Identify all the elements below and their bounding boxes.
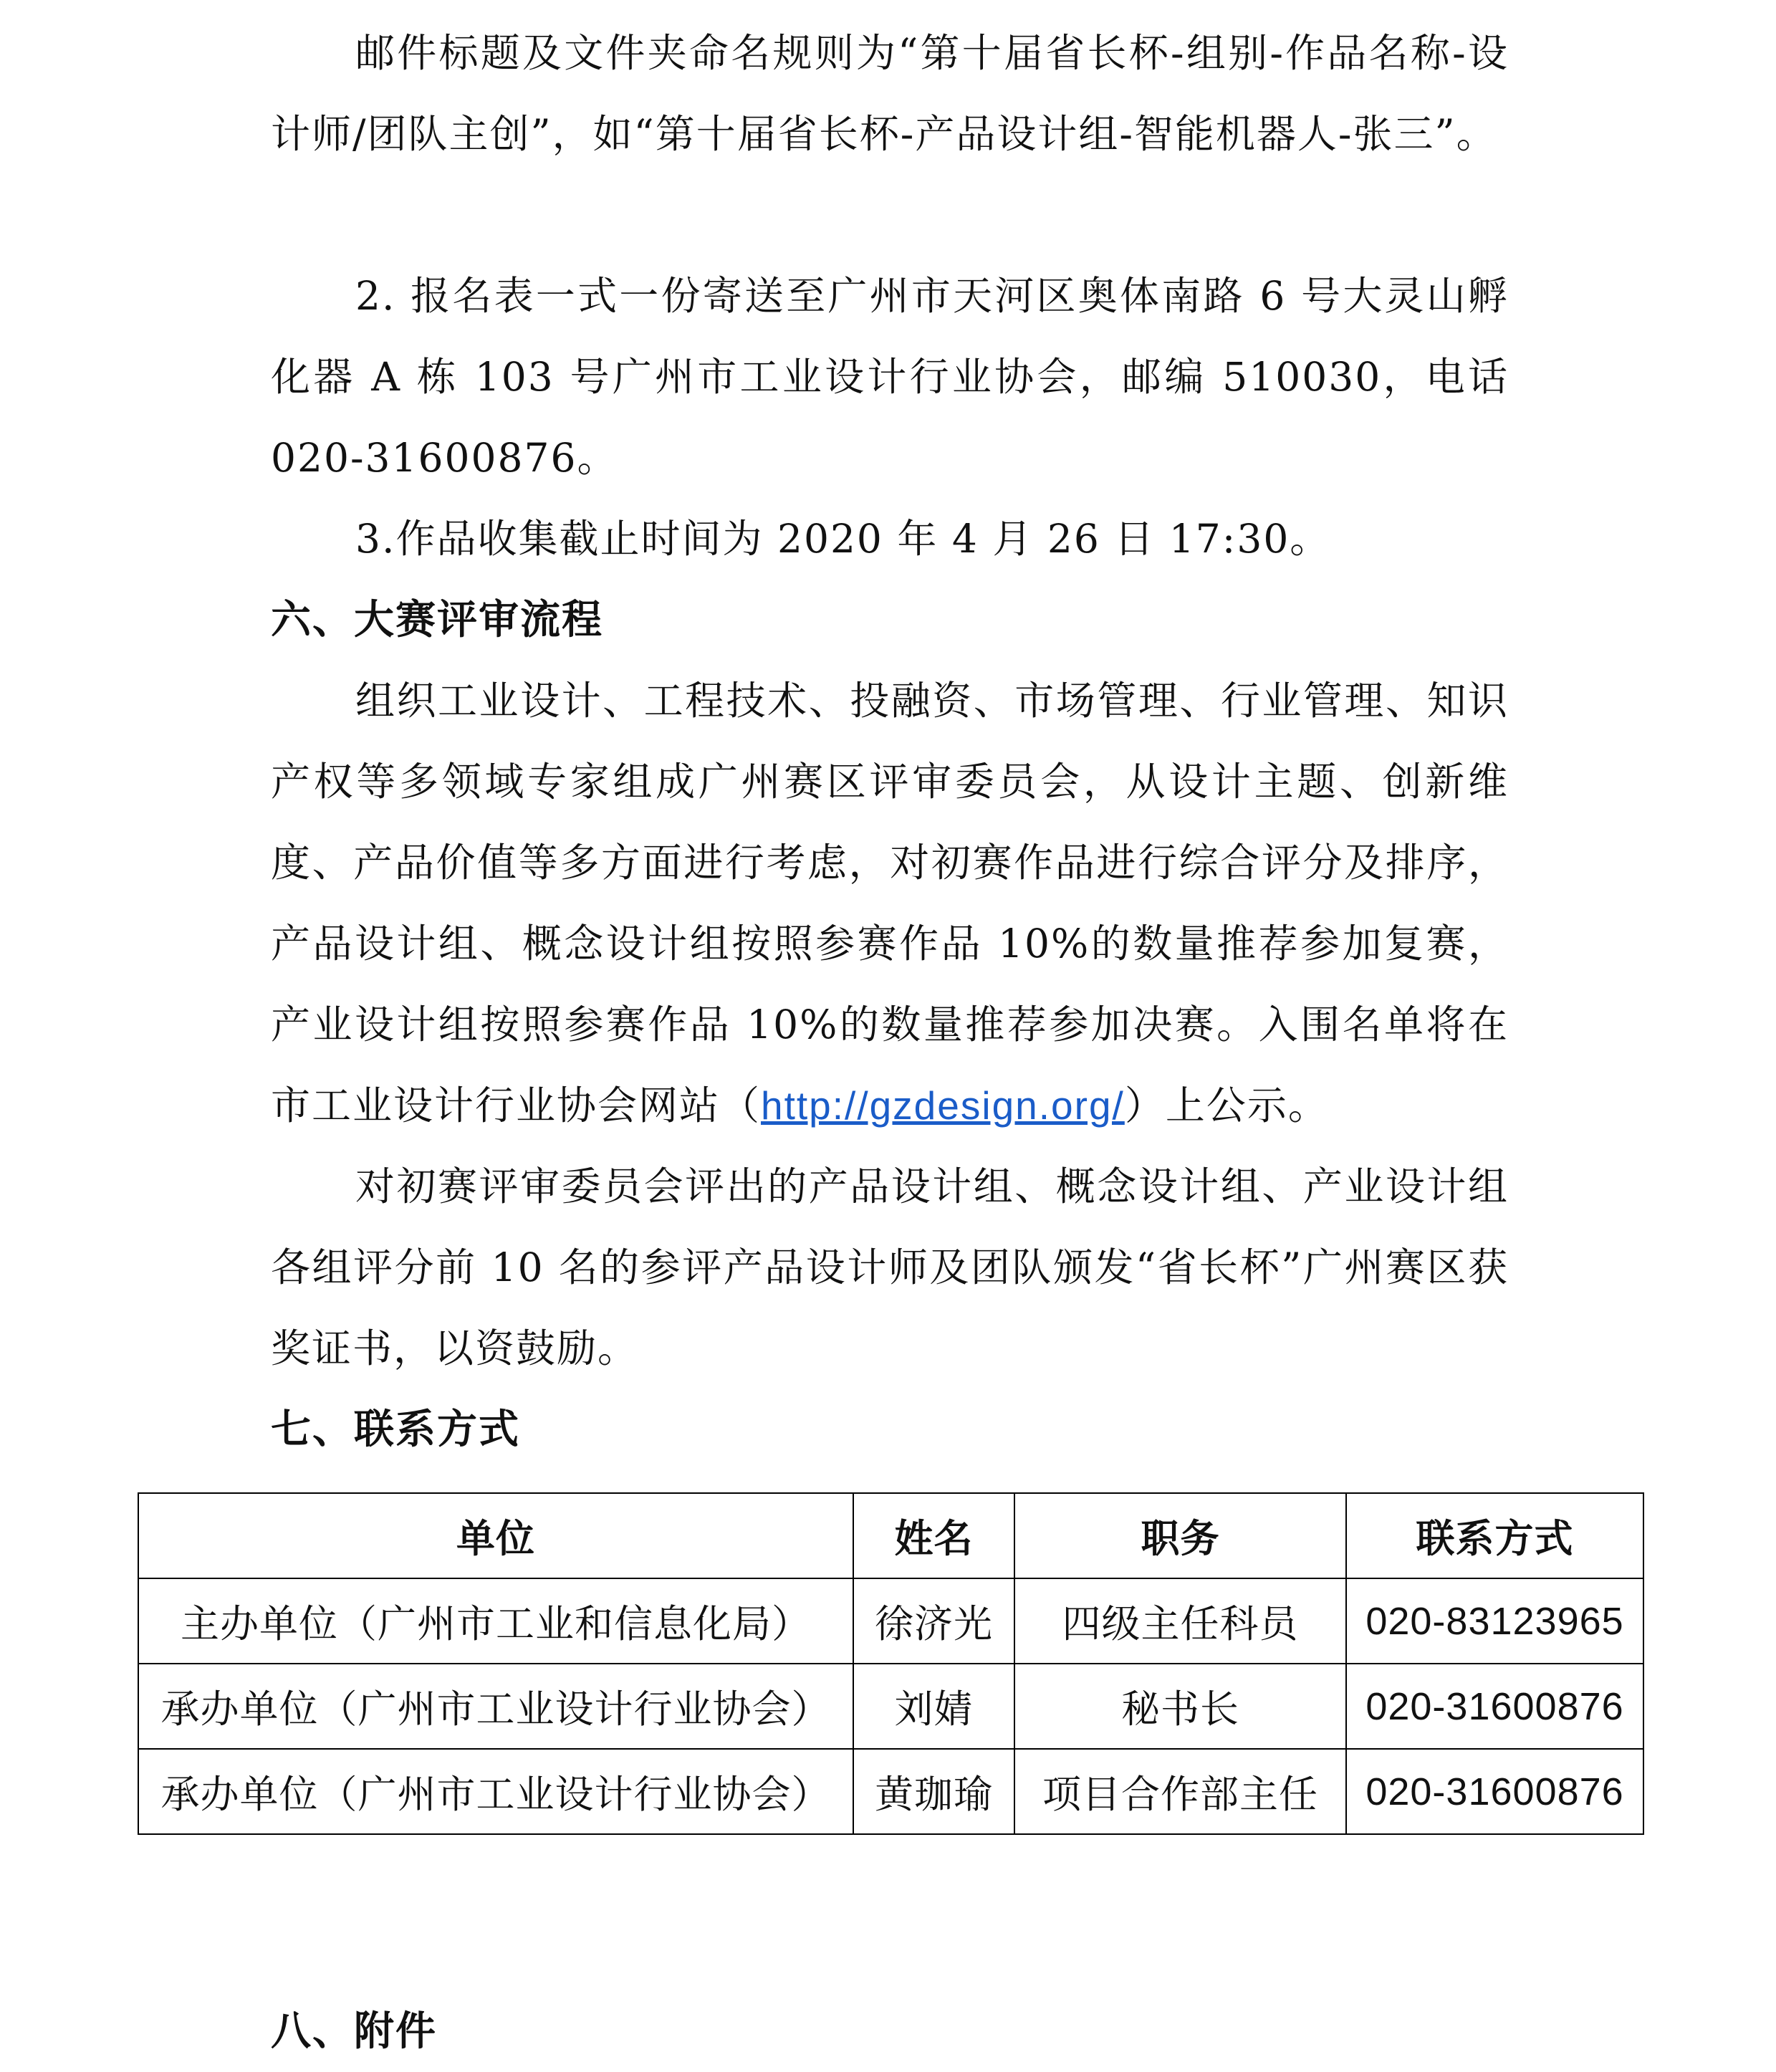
cell-name: 黄珈瑜: [853, 1749, 1014, 1834]
cell-phone: 020-83123965: [1346, 1578, 1643, 1664]
cell-unit: 承办单位（广州市工业设计行业协会）: [138, 1749, 853, 1834]
header-contact: 联系方式: [1346, 1493, 1643, 1578]
heading-contact: 七、联系方式: [271, 1406, 520, 1453]
header-unit: 单位: [138, 1493, 853, 1578]
review-text-before-link: 组织工业设计、工程技术、投融资、市场管理、行业管理、知识产权等多领域专家组成广州赛区评审委员会，从设计主题、创新维度、产品价值等多方面进行考虑，对初赛作品进行综合评分及排序，产品设计组、概念设计组按照参赛作品 10%的数量推荐参加复赛，产业设计组按照参赛作品 10%的数量推荐参加决赛。入围名单将在市工业设计行业协会网站（: [271, 678, 1509, 1128]
paragraph-mailing-address: 2. 报名表一式一份寄送至广州市天河区奥体南路 6 号大灵山孵化器 A 栋 103 号广州市工业设计行业协会，邮编 510030，电话 020-31600876。: [271, 273, 1509, 481]
contact-table: [138, 1492, 1644, 1835]
review-text-after-link: ）上公示。: [1124, 1083, 1329, 1128]
cell-position: 四级主任科员: [1014, 1578, 1346, 1664]
cell-name: 刘婧: [853, 1664, 1014, 1749]
header-name: 姓名: [853, 1493, 1014, 1578]
cell-unit: 承办单位（广州市工业设计行业协会）: [138, 1664, 853, 1749]
association-website-link[interactable]: http://gzdesign.org/: [761, 1083, 1125, 1128]
paragraph-naming-rule: 邮件标题及文件夹命名规则为“第十届省长杯-组别-作品名称-设计师/团队主创”，如“第十届省长杯-产品设计组-智能机器人-张三”。: [271, 30, 1509, 157]
cell-position: 秘书长: [1014, 1664, 1346, 1749]
contact-table-header-row: [138, 1493, 1643, 1578]
cell-unit: 主办单位（广州市工业和信息化局）: [138, 1578, 853, 1664]
table-row: [138, 1749, 1643, 1834]
paragraph-deadline: 3.作品收集截止时间为 2020 年 4 月 26 日 17:30。: [355, 516, 1331, 562]
cell-phone: 020-31600876: [1346, 1749, 1643, 1834]
cell-name: 徐济光: [853, 1578, 1014, 1664]
cell-position: 项目合作部主任: [1014, 1749, 1346, 1834]
table-row: [138, 1578, 1643, 1664]
paragraph-review-process: [271, 661, 1509, 1146]
cell-phone: 020-31600876: [1346, 1664, 1643, 1749]
paragraph-award-certificate: 对初赛评审委员会评出的产品设计组、概念设计组、产业设计组各组评分前 10 名的参评产品设计师及团队颁发“省长杯”广州赛区获奖证书，以资鼓励。: [271, 1164, 1509, 1371]
table-row: [138, 1664, 1643, 1749]
header-position: 职务: [1014, 1493, 1346, 1578]
heading-attachments: 八、附件: [271, 2008, 437, 2055]
heading-review-process: 六、大赛评审流程: [271, 597, 603, 643]
